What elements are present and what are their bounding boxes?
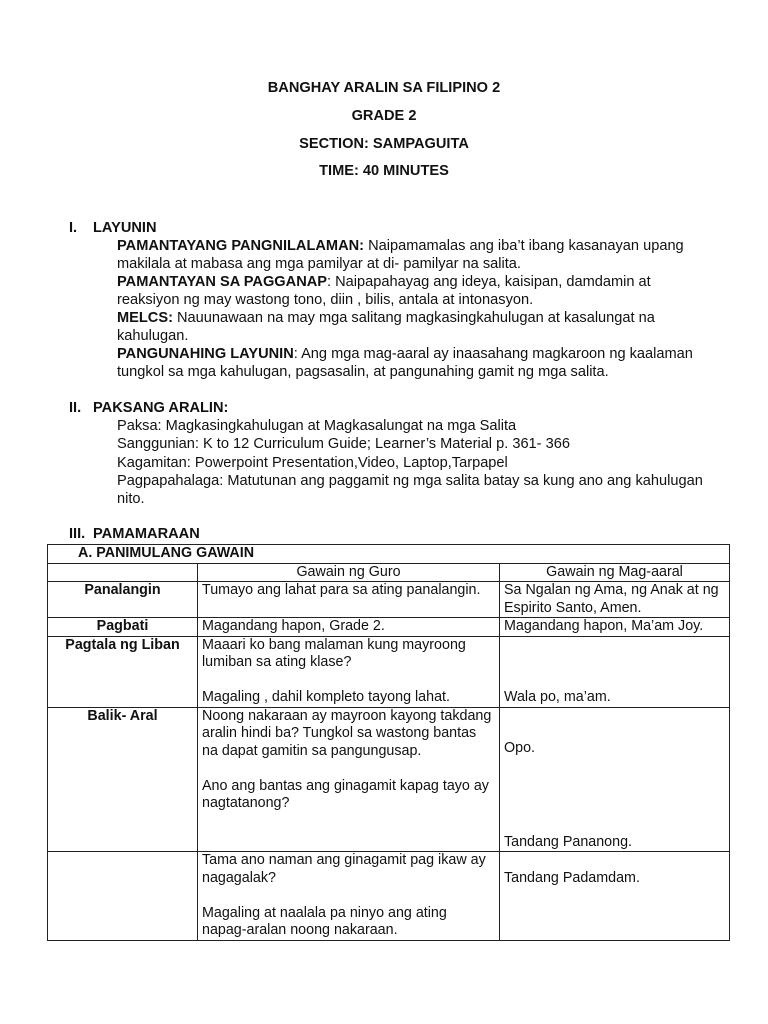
- magaaral-cell: [500, 636, 730, 707]
- header-gawain-ng-guro: Gawain ng Guro: [198, 563, 500, 582]
- paksang-aralin-number: II.: [69, 400, 82, 416]
- table-row: [48, 852, 730, 941]
- pangunahing-layunin: [117, 345, 717, 381]
- row-label-balik-aral: Balik- Aral: [48, 707, 198, 852]
- guro-text: Magaling , dahil kompleto tayong lahat.: [202, 689, 450, 705]
- panimulang-gawain-title: A. PANIMULANG GAWAIN: [48, 545, 730, 564]
- layunin-heading: LAYUNIN: [93, 220, 157, 236]
- melcs: [117, 309, 717, 345]
- row-label-panalangin: Panalangin: [48, 582, 198, 618]
- document-title: BANGHAY ARALIN SA FILIPINO 2: [267, 80, 501, 96]
- paksang-aralin-heading: PAKSANG ARALIN:: [93, 400, 229, 416]
- guro-text: Tama ano naman ang ginagamit pag ikaw ay nagagalak?: [202, 852, 486, 886]
- pamantayang-pangnilalaman-label: PAMANTAYANG PANGNILALAMAN:: [117, 238, 365, 254]
- guro-text: Ano ang bantas ang ginagamit kapag tayo ay nagtatanong?: [202, 777, 489, 811]
- magaaral-cell: Sa Ngalan ng Ama, ng Anak at ng Espirito Santo, Amen.: [500, 582, 730, 618]
- table-row: [48, 636, 730, 707]
- time-line: TIME: 40 MINUTES: [319, 163, 449, 179]
- grade-line: GRADE 2: [351, 108, 417, 124]
- melcs-label: MELCS:: [117, 310, 173, 326]
- paksa-line: Paksa: Magkasingkahulugan at Magkasalungat na mga Salita: [117, 418, 517, 434]
- table-row: [48, 618, 730, 637]
- table-header-row: [48, 563, 730, 582]
- table-row: [48, 582, 730, 618]
- guro-cell: Magandang hapon, Grade 2.: [198, 618, 500, 637]
- pamamaraan-heading: PAMAMARAAN: [93, 526, 200, 542]
- sanggunian-line: Sanggunian: K to 12 Curriculum Guide; Learner’s Material p. 361- 366: [117, 436, 570, 453]
- pamantayan-sa-pagganap: [117, 273, 717, 309]
- magaaral-text: Tandang Padamdam.: [504, 869, 640, 886]
- guro-cell: [198, 852, 500, 941]
- row-label-empty: [48, 852, 198, 941]
- magaaral-cell: [500, 852, 730, 941]
- kagamitan-line: Kagamitan: Powerpoint Presentation,Video, Laptop,Tarpapel: [117, 454, 508, 471]
- pamantayan-sa-pagganap-text: : Naipapahayag ang ideya, kaisipan, damdamin at reaksiyon ng may wastong tono, diin , bilis, antala at intonasyon.: [117, 274, 651, 308]
- panimulang-gawain-table: [47, 544, 730, 941]
- guro-text: Maaari ko bang malaman kung mayroong lumiban sa ating klase?: [202, 636, 466, 670]
- header-gawain-ng-mag-aaral: Gawain ng Mag-aaral: [500, 563, 730, 582]
- table-row: [48, 707, 730, 852]
- pangunahing-layunin-label: PANGUNAHING LAYUNIN: [117, 346, 294, 362]
- section-line: SECTION: SAMPAGUITA: [299, 136, 469, 152]
- pamantayang-pangnilalaman-text: Naipamamalas ang iba’t ibang kasanayan upang makilala at mabasa ang mga pamilyar at di- pamilyar na salita.: [117, 238, 684, 272]
- magaaral-cell: [500, 707, 730, 852]
- guro-cell: Tumayo ang lahat para sa ating panalangin.: [198, 582, 500, 618]
- guro-cell: [198, 707, 500, 852]
- pamantayang-pangnilalaman: [117, 237, 717, 273]
- row-label-pagbati: Pagbati: [48, 618, 198, 637]
- magaaral-cell: Magandang hapon, Ma’am Joy.: [500, 618, 730, 637]
- pangunahing-layunin-text: : Ang mga mag-aaral ay inaasahang magkaroon ng kaalaman tungkol sa mga kahulugan, pagsasalin, at pangunahing gamit ng mga salita.: [117, 346, 693, 380]
- guro-text: Magaling at naalala pa ninyo ang ating napag-aralan noong nakaraan.: [202, 904, 447, 938]
- guro-cell: [198, 636, 500, 707]
- magaaral-text: Opo.: [504, 740, 535, 756]
- melcs-text: Nauunawaan na may mga salitang magkasingkahulugan at kasalungat na kahulugan.: [117, 310, 655, 344]
- guro-text: Noong nakaraan ay mayroon kayong takdang aralin hindi ba? Tungkol sa wastong bantas na dapat gamitin sa pangungusap.: [202, 707, 492, 759]
- magaaral-text: Wala po, ma’am.: [504, 689, 611, 705]
- pagpapahalaga-line: Pagpapahalaga: Matutunan ang paggamit ng mga salita batay sa kung ano ang kahulugan nito.: [117, 472, 703, 508]
- row-label-pagtala-ng-liban: Pagtala ng Liban: [48, 636, 198, 707]
- pamamaraan-number: III.: [69, 526, 86, 542]
- paksang-aralin-body: [117, 417, 717, 508]
- pamantayan-sa-pagganap-label: PAMANTAYAN SA PAGGANAP: [117, 274, 328, 290]
- layunin-number: I.: [69, 220, 78, 236]
- header-empty-cell: [48, 563, 198, 582]
- table-section-row: [48, 545, 730, 564]
- magaaral-text: Tandang Pananong.: [504, 833, 632, 850]
